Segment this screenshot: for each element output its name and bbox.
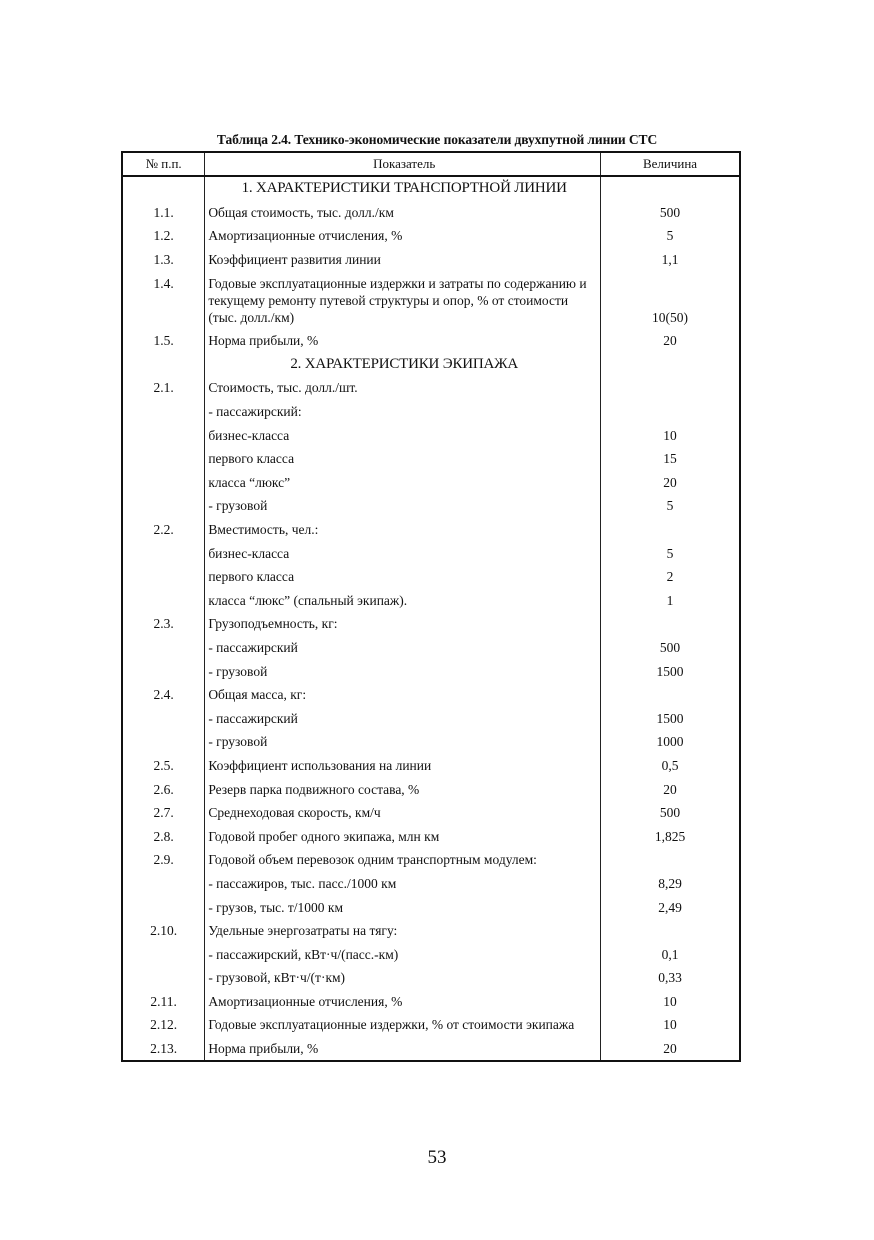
row-value: 500 — [659, 204, 681, 220]
row-indicator: - пассажиров, тыс. пасс./1000 км — [205, 872, 601, 896]
page-number: 53 — [427, 1147, 447, 1168]
row-value: 20 — [663, 1041, 677, 1057]
table-row — [122, 248, 740, 272]
table-row — [122, 683, 740, 707]
row-indicator: 2. ХАРАКТЕРИСТИКИ ЭКИПАЖА — [205, 353, 601, 377]
row-number — [122, 942, 205, 966]
table-row — [122, 730, 740, 754]
row-value: 8,29 — [658, 875, 682, 891]
row-value: 10 — [663, 427, 677, 443]
row-number: 1.2. — [122, 224, 205, 248]
row-value: 20 — [663, 333, 677, 349]
row-value: 500 — [659, 639, 681, 655]
table-row — [122, 376, 740, 400]
row-indicator: - грузовой — [205, 494, 601, 518]
row-number: 2.7. — [122, 801, 205, 825]
table-row — [122, 201, 740, 225]
table-row — [122, 423, 740, 447]
table-row — [122, 754, 740, 778]
row-value: 500 — [659, 805, 681, 821]
table-row — [122, 848, 740, 872]
row-number: 2.6. — [122, 777, 205, 801]
table-row — [122, 271, 740, 329]
table-header-row — [122, 152, 740, 176]
table-row — [122, 329, 740, 353]
row-value: 0,5 — [661, 757, 679, 773]
row-indicator: Амортизационные отчисления, % — [205, 990, 601, 1014]
row-indicator: - пассажирский — [205, 706, 601, 730]
row-indicator: класса “люкс” (спальный экипаж). — [205, 589, 601, 613]
row-value — [601, 400, 740, 424]
table-row — [122, 494, 740, 518]
row-number — [122, 447, 205, 471]
row-number: 2.13. — [122, 1037, 205, 1062]
section-row — [122, 176, 740, 201]
table-row — [122, 919, 740, 943]
row-value: 10 — [663, 993, 677, 1009]
row-number — [122, 423, 205, 447]
header-value: Величина — [601, 152, 740, 176]
row-value: 1000 — [656, 734, 684, 750]
row-indicator: первого класса — [205, 447, 601, 471]
row-number — [122, 565, 205, 589]
row-indicator: Амортизационные отчисления, % — [205, 224, 601, 248]
row-number — [122, 494, 205, 518]
row-indicator: Удельные энергозатраты на тягу: — [205, 919, 601, 943]
row-value — [601, 919, 740, 943]
row-indicator: Норма прибыли, % — [205, 329, 601, 353]
row-indicator: Вместимость, чел.: — [205, 518, 601, 542]
row-number — [122, 589, 205, 613]
table-row — [122, 471, 740, 495]
table-row — [122, 966, 740, 990]
section-row — [122, 353, 740, 377]
row-value: 1,1 — [661, 252, 679, 268]
row-number: 1.1. — [122, 201, 205, 225]
row-number: 2.2. — [122, 518, 205, 542]
row-value — [601, 683, 740, 707]
table-row — [122, 990, 740, 1014]
header-num: № п.п. — [122, 152, 205, 176]
row-value: 2,49 — [658, 899, 682, 915]
row-value: 10(50) — [652, 309, 689, 325]
row-number — [122, 706, 205, 730]
row-value — [601, 353, 740, 377]
row-number: 1.4. — [122, 271, 205, 329]
row-value: 1500 — [656, 663, 684, 679]
table-row — [122, 895, 740, 919]
row-value: 1500 — [656, 710, 684, 726]
row-indicator: Годовые эксплуатационные издержки и затраты по содержанию и текущему ремонту путевой структуры и опор, % от стоимости (тыс. долл./км) — [205, 271, 601, 329]
row-indicator: класса “люкс” — [205, 471, 601, 495]
table-row — [122, 1013, 740, 1037]
row-number: 2.1. — [122, 376, 205, 400]
row-value — [601, 176, 740, 201]
row-indicator: Общая масса, кг: — [205, 683, 601, 707]
row-value: 5 — [666, 545, 674, 561]
row-number — [122, 895, 205, 919]
table-row — [122, 942, 740, 966]
row-number — [122, 471, 205, 495]
table-row — [122, 541, 740, 565]
row-value: 2 — [666, 569, 674, 585]
table-row — [122, 706, 740, 730]
table-row — [122, 518, 740, 542]
row-indicator: - пассажирский, кВт·ч/(пасс.-км) — [205, 942, 601, 966]
table-row — [122, 636, 740, 660]
row-value: 20 — [663, 474, 677, 490]
row-indicator: Норма прибыли, % — [205, 1037, 601, 1062]
row-number — [122, 400, 205, 424]
indicators-table — [121, 151, 741, 1062]
row-number — [122, 966, 205, 990]
row-value: 15 — [663, 451, 677, 467]
row-number: 2.11. — [122, 990, 205, 1014]
row-number: 1.5. — [122, 329, 205, 353]
row-value: 0,33 — [658, 970, 682, 986]
row-indicator: Резерв парка подвижного состава, % — [205, 777, 601, 801]
table-caption: Таблица 2.4. Технико-экономические показатели двухпутной линии СТС — [216, 132, 658, 147]
row-value — [601, 376, 740, 400]
table-row — [122, 659, 740, 683]
row-number — [122, 659, 205, 683]
table-row — [122, 565, 740, 589]
row-value: 5 — [666, 228, 674, 244]
row-indicator: 1. ХАРАКТЕРИСТИКИ ТРАНСПОРТНОЙ ЛИНИИ — [205, 176, 601, 201]
row-number: 2.5. — [122, 754, 205, 778]
table-row — [122, 400, 740, 424]
table-row — [122, 589, 740, 613]
row-number — [122, 176, 205, 201]
table-row — [122, 224, 740, 248]
row-value — [601, 848, 740, 872]
row-number — [122, 353, 205, 377]
table-row — [122, 824, 740, 848]
row-indicator: первого класса — [205, 565, 601, 589]
row-indicator: бизнес-класса — [205, 423, 601, 447]
row-indicator: Коэффициент развития линии — [205, 248, 601, 272]
row-indicator: - пассажирский: — [205, 400, 601, 424]
row-indicator: Среднеходовая скорость, км/ч — [205, 801, 601, 825]
row-value: 1 — [666, 592, 674, 608]
row-number: 2.9. — [122, 848, 205, 872]
row-indicator: Общая стоимость, тыс. долл./км — [205, 201, 601, 225]
row-value: 5 — [666, 498, 674, 514]
row-indicator: - грузовой — [205, 730, 601, 754]
row-value: 10 — [663, 1017, 677, 1033]
row-indicator: Годовые эксплуатационные издержки, % от стоимости экипажа — [205, 1013, 601, 1037]
row-indicator: - грузовой — [205, 659, 601, 683]
table-row — [122, 777, 740, 801]
row-indicator: - пассажирский — [205, 636, 601, 660]
row-value: 20 — [663, 781, 677, 797]
row-indicator: Грузоподъемность, кг: — [205, 612, 601, 636]
row-number — [122, 636, 205, 660]
row-number: 2.12. — [122, 1013, 205, 1037]
row-number: 1.3. — [122, 248, 205, 272]
table-row — [122, 447, 740, 471]
row-value: 0,1 — [661, 946, 679, 962]
row-indicator: - грузов, тыс. т/1000 км — [205, 895, 601, 919]
row-number — [122, 541, 205, 565]
table-row — [122, 1037, 740, 1062]
row-number — [122, 872, 205, 896]
row-value: 1,825 — [654, 828, 686, 844]
row-value — [601, 518, 740, 542]
row-number: 2.10. — [122, 919, 205, 943]
table-row — [122, 801, 740, 825]
table-row — [122, 612, 740, 636]
row-indicator: Коэффициент использования на линии — [205, 754, 601, 778]
row-indicator: - грузовой, кВт·ч/(т·км) — [205, 966, 601, 990]
row-value — [601, 612, 740, 636]
row-indicator: Годовой объем перевозок одним транспортным модулем: — [205, 848, 601, 872]
row-indicator: бизнес-класса — [205, 541, 601, 565]
row-number: 2.4. — [122, 683, 205, 707]
row-number: 2.8. — [122, 824, 205, 848]
row-number — [122, 730, 205, 754]
row-number: 2.3. — [122, 612, 205, 636]
row-indicator: Стоимость, тыс. долл./шт. — [205, 376, 601, 400]
table-body — [122, 176, 740, 1061]
table-row — [122, 872, 740, 896]
header-indicator: Показатель — [205, 152, 601, 176]
row-indicator: Годовой пробег одного экипажа, млн км — [205, 824, 601, 848]
